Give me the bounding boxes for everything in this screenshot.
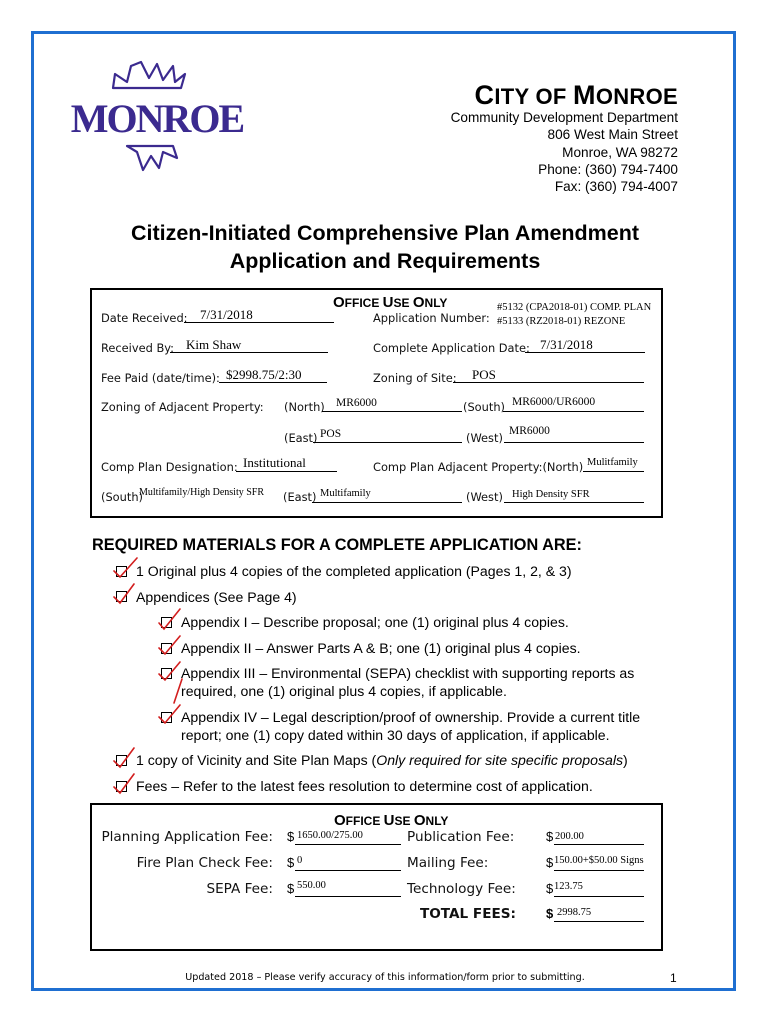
check-mark-icon	[159, 705, 180, 723]
comp-south-value: Multifamily/High Density SFR	[139, 487, 265, 498]
comp-west-label: (West)	[466, 490, 503, 504]
phone: Phone: (360) 794-7400	[538, 161, 678, 177]
technology-dollar: $	[546, 881, 554, 896]
check-mark-icon	[114, 748, 134, 767]
fee-paid-label: Fee Paid (date/time):	[101, 371, 220, 385]
complete-date-label: Complete Application Date:	[373, 341, 530, 355]
item-appendix-2: Appendix II – Answer Parts A & B; one (1) original plus 4 copies.	[181, 640, 581, 656]
north-value: MR6000	[336, 397, 377, 409]
planning-fee-label: Planning Application Fee:	[101, 829, 273, 845]
fee-paid-value: $2998.75/2:30	[226, 367, 302, 382]
total-dollar: $	[546, 906, 554, 921]
mailing-dollar: $	[546, 855, 554, 870]
footer-note: Updated 2018 – Please verify accuracy of this information/form prior to submitting.	[185, 972, 585, 983]
department: Community Development Department	[450, 110, 678, 125]
date-received-value: 7/31/2018	[200, 307, 253, 322]
check-mark-icon	[114, 774, 134, 793]
comp-east-value: Multifamily	[320, 488, 371, 499]
south-label: (South)	[463, 400, 505, 414]
planning-fee-value: 1650.00/275.00	[297, 830, 363, 841]
fire-fee-field[interactable]	[295, 856, 401, 871]
comp-adj-north-value: Mulitfamily	[587, 457, 638, 468]
total-fees-value: 2998.75	[557, 907, 592, 918]
address: 806 West Main Street	[547, 127, 678, 143]
check-mark-icon	[159, 609, 180, 629]
west-value: MR6000	[509, 425, 550, 437]
office-use-heading: OFFICE USE ONLY	[333, 294, 448, 311]
fire-fee-label: Fire Plan Check Fee:	[136, 855, 273, 871]
comp-east-label: (East)	[283, 490, 317, 504]
publication-fee-label: Publication Fee:	[407, 829, 515, 845]
date-received-label: Date Received:	[101, 311, 188, 325]
check-mark-icon	[114, 558, 137, 577]
mailing-fee-value: 150.00+$50.00 Signs	[554, 855, 644, 866]
west-label: (West)	[466, 431, 503, 445]
fax: Fax: (360) 794-4007	[554, 179, 678, 195]
technology-fee-label: Technology Fee:	[407, 881, 516, 897]
fees-office-use-heading: OFFICE USE ONLY	[334, 812, 449, 829]
item-fees: Fees – Refer to the latest fees resolution to determine cost of application.	[136, 778, 593, 794]
item-appendices: Appendices (See Page 4)	[136, 589, 297, 605]
page-title: Citizen-Initiated Comprehensive Plan Amendment Application and Requirements	[130, 221, 640, 273]
item-original-copies: 1 Original plus 4 copies of the completed application (Pages 1, 2, & 3)	[136, 563, 572, 579]
comp-plan-value: Institutional	[243, 455, 306, 470]
application-number-label: Application Number:	[373, 311, 490, 325]
zoning-adjacent-label: Zoning of Adjacent Property:	[101, 400, 264, 414]
complete-date-value: 7/31/2018	[540, 337, 593, 352]
technology-fee-value: 123.75	[554, 881, 583, 892]
logo-text: MONROE	[70, 96, 244, 141]
east-label: (East)	[284, 431, 318, 445]
item-appendix-3: Appendix III – Environmental (SEPA) checklist with supporting reports as required, one (1) original plus 4 copies, if applicable.	[181, 665, 635, 699]
south-value: MR6000/UR6000	[512, 396, 596, 408]
sepa-fee-value: 550.00	[297, 880, 326, 891]
check-mark-icon	[114, 584, 134, 603]
application-number-1: #5132 (CPA2018-01) COMP. PLAN	[497, 302, 652, 313]
requirements-heading: REQUIRED MATERIALS FOR A COMPLETE APPLICATION ARE:	[92, 536, 582, 554]
publication-fee-value: 200.00	[555, 831, 584, 842]
check-mark-icon	[174, 679, 182, 703]
fire-dollar: $	[287, 855, 295, 870]
total-fees-label: TOTAL FEES:	[419, 906, 516, 922]
north-label: (North)	[284, 400, 325, 414]
sepa-fee-label: SEPA Fee:	[206, 881, 273, 897]
fire-fee-value: 0	[297, 855, 303, 866]
mailing-fee-label: Mailing Fee:	[407, 855, 489, 871]
received-by-label: Received By:	[101, 341, 175, 355]
sepa-dollar: $	[287, 881, 295, 896]
zoning-site-label: Zoning of Site:	[373, 371, 457, 385]
check-mark-icon	[159, 662, 180, 680]
application-number-2: #5133 (RZ2018-01) REZONE	[497, 316, 626, 327]
item-vicinity-maps: 1 copy of Vicinity and Site Plan Maps (Only required for site specific proposals)	[136, 752, 628, 768]
check-mark-icon	[159, 636, 180, 654]
comp-west-value: High Density SFR	[512, 489, 590, 500]
item-appendix-4: Appendix IV – Legal description/proof of ownership. Provide a current title report; one (1) copy dated within 30 days of application, if applicable.	[181, 709, 641, 743]
comp-south-label: (South)	[101, 490, 143, 504]
publication-dollar: $	[546, 829, 554, 844]
comp-adj-label: Comp Plan Adjacent Property:(North)	[373, 460, 584, 474]
comp-plan-label: Comp Plan Designation:	[101, 460, 238, 474]
page-number: 1	[670, 971, 677, 985]
east-value: POS	[320, 428, 342, 440]
planning-dollar: $	[287, 829, 295, 844]
zoning-site-value: POS	[472, 367, 496, 382]
item-appendix-1: Appendix I – Describe proposal; one (1) original plus 4 copies.	[181, 614, 569, 630]
city-title: CITY OF MONROE	[474, 80, 678, 110]
received-by-value: Kim Shaw	[186, 337, 242, 352]
city-state: Monroe, WA 98272	[562, 144, 678, 160]
